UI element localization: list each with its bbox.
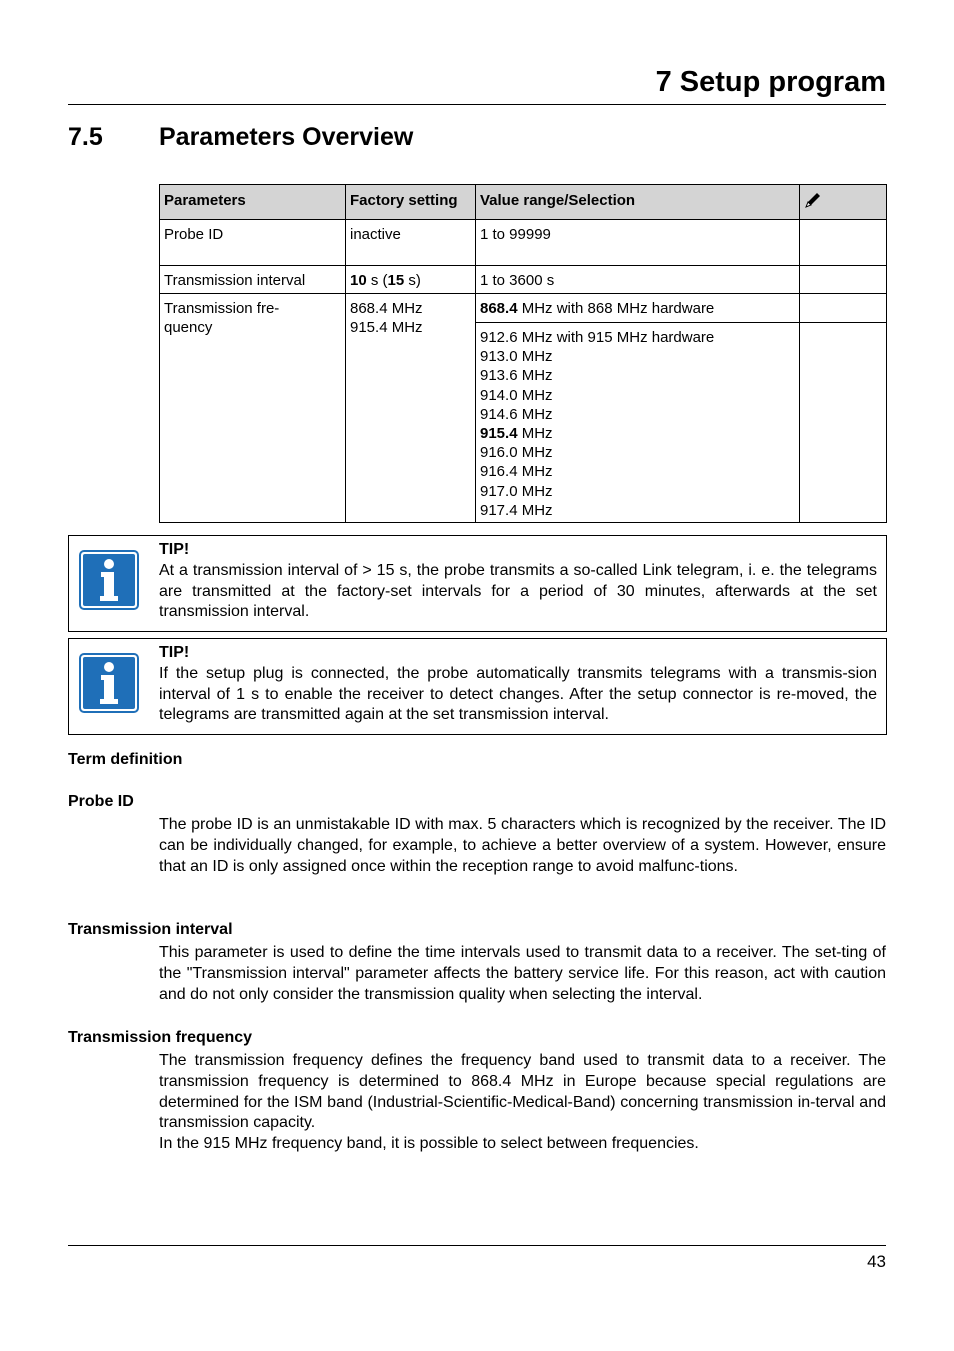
parameters-table [159,184,887,523]
col-header-factory-setting: Factory setting [346,185,476,220]
frequency-option: 916.4 MHz [480,463,553,481]
range-value-text: MHz with 868 MHz hardware [517,300,715,317]
cell-edit [800,323,887,523]
header-rule [68,104,886,105]
frequency-option-default [480,424,795,443]
cell-range [476,323,800,523]
range-value-bold: 868.4 [480,300,518,317]
table-row [160,266,887,294]
cell-factory: inactive [346,220,476,266]
cell-factory [346,294,476,523]
cell-edit [800,294,887,323]
tip-heading: TIP! [159,541,190,558]
tip-body: At a transmission interval of > 15 s, the probe transmits a so-called Link telegram, i. e. the telegrams are transmitted at the factory-set intervals for a period of 30 minutes, afterwards at the set transmission interval. [159,561,877,621]
pencil-icon [804,191,822,209]
cell-edit [800,266,887,294]
frequency-option: 914.6 MHz [480,405,553,423]
interval-paragraph: This parameter is used to define the time intervals used to transmit data to a receiver. The set-ting of the "Transmission interval" parameter affects the battery service life. For this reason, act with caution and do not only consider the transmission quality when selecting the interval. [159,944,886,1003]
cell-edit [800,220,887,266]
table-header-row [160,185,887,220]
cell-parameter [160,294,346,523]
factory-line: 915.4 MHz [350,319,423,337]
cell-parameter: Probe ID [160,220,346,266]
frequency-option: 917.4 MHz [480,501,553,519]
table-row [160,220,887,266]
table-row [160,294,887,323]
frequency-option: 913.0 MHz [480,348,553,366]
probe-id-paragraph: The probe ID is an unmistakable ID with max. 5 characters which is recognized by the receiver. The ID can be individually changed, for example, to achieve a better overview of a system. However, ensure that an ID is only assigned once within the reception range to avoid malfunc-tions. [159,816,886,875]
tip-box [68,638,887,735]
section-title: Parameters Overview [159,123,414,151]
tip-text [159,540,877,623]
frequency-option: 914.0 MHz [480,386,553,404]
probe-id-heading: Probe ID [68,793,134,810]
cell-parameter: Transmission interval [160,266,346,294]
tip-text [159,643,877,726]
frequency-option: 916.0 MHz [480,444,553,462]
col-header-edit [800,185,887,220]
interval-heading: Transmission interval [68,921,233,938]
factory-line: 868.4 MHz [350,300,423,317]
frequency-heading: Transmission frequency [68,1029,253,1046]
frequency-option-bold: 915.4 [480,425,518,443]
term-definition-heading: Term definition [68,751,183,768]
cell-range: 1 to 99999 [476,220,800,266]
tip-box [68,535,887,632]
frequency-option: 917.0 MHz [480,482,553,500]
frequency-option: 912.6 MHz with 915 MHz hardware [480,329,715,346]
parameter-line: Transmission fre- [164,300,280,317]
info-icon [79,653,139,713]
frequency-paragraph-text: In the 915 MHz frequency band, it is possible to select between frequencies. [159,1135,699,1153]
frequency-option: 913.6 MHz [480,367,553,385]
page-number: 43 [867,1252,886,1271]
parameter-line: quency [164,319,213,337]
cell-range: 1 to 3600 s [476,266,800,294]
chapter-title: 7 Setup program [655,66,886,98]
footer-rule [68,1245,886,1246]
col-header-parameters: Parameters [160,185,346,220]
factory-value-bold: 15 [387,272,405,289]
frequency-paragraph [159,1051,886,1155]
frequency-paragraph-text: The transmission frequency defines the frequency band used to transmit data to a receiver. The transmission frequency is determined to 868.4 MHz in Europe because special regulations are determined for the ISM band (Industrial-Scientific-Medical-Band) concerning transmission in-terval and transmission capacity. [159,1052,886,1132]
factory-value-text: s) [404,272,421,289]
factory-value-bold: 10 [350,272,367,289]
cell-factory [346,266,476,294]
cell-range [476,294,800,323]
tip-heading: TIP! [159,644,190,661]
section-number: 7.5 [68,123,103,151]
frequency-option-unit: MHz [517,425,553,443]
col-header-value-range: Value range/Selection [476,185,800,220]
info-icon [79,550,139,610]
factory-value-text: s ( [366,272,388,289]
tip-body: If the setup plug is connected, the probe automatically transmits telegrams with a transmis-sion interval of 1 s to enable the receiver to detect changes. After the setup connector is re-moved, the telegrams are transmitted again at the set transmission interval. [159,664,877,724]
